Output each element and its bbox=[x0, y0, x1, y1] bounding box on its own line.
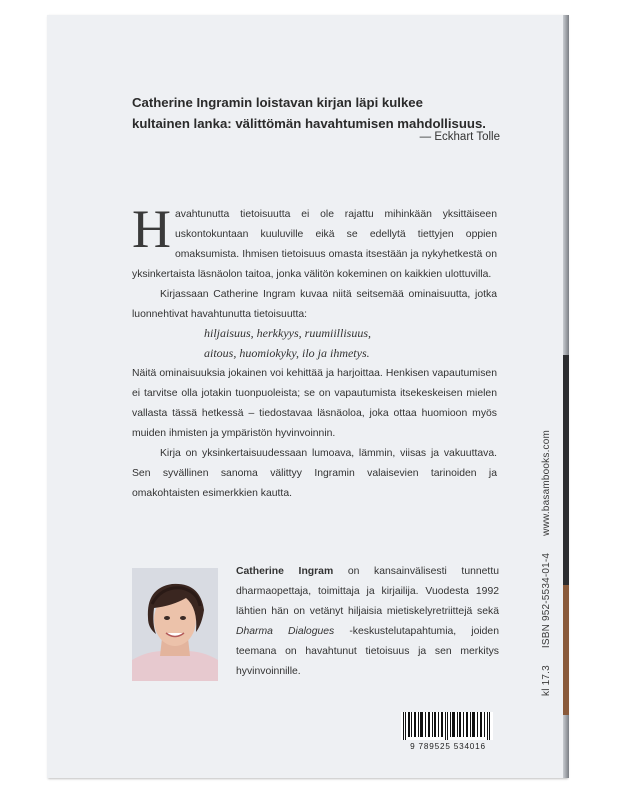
barcode bbox=[401, 712, 493, 740]
spine-brown-band bbox=[563, 585, 569, 715]
isbn: ISBN 952-5534-01-4 bbox=[541, 552, 552, 649]
classification-code: kl 17.3 bbox=[541, 665, 552, 696]
quote-line-2: kultainen lanka: välittömän havahtumisen mahdollisuus. bbox=[132, 116, 486, 131]
book-spine-edge bbox=[563, 15, 569, 778]
barcode-number: 9 789525 534016 bbox=[410, 742, 486, 751]
spine-dark-band bbox=[563, 355, 569, 585]
verse-line-1: hiljaisuus, herkkyys, ruumiillisuus, bbox=[204, 326, 371, 341]
paragraph-3: Näitä ominaisuuksia jokainen voi kehittää ja harjoittaa. Henkisen vapautumisen ei tarvitse olla jotakin tuonpuoleista; se on vapautumista itsekeskeisen mielen vallasta tässä hetkessä – tiedostavaa läsnäoloa, joka ottaa huomioon myös muiden ihmisten ja ympäristön hyvinvoinnin. bbox=[132, 368, 497, 439]
paragraph-2: Kirjassaan Catherine Ingram kuvaa niitä seitsemää ominaisuutta, jotka luonnehtivat havahtunutta tietoisuutta: bbox=[132, 288, 497, 320]
author-photo bbox=[132, 568, 218, 681]
drop-cap: H bbox=[132, 199, 171, 259]
author-bio: Catherine Ingram on kansainvälisesti tunnettu dharmaopettaja, toimittaja ja kirjailija. Vuodesta 1992 lähtien hän on vetänyt hiljaisia mietiskelyretriittejä sekä Dharma Dialogues -keskustelutapahtumia, joiden teemana on havahtunut tietoisuus ja sen merkitys hyvinvoinnille. bbox=[236, 566, 499, 677]
spine-print bbox=[541, 416, 552, 696]
description-text bbox=[132, 199, 497, 504]
verse-line-2: aitous, huomiokyky, ilo ja ihmetys. bbox=[204, 346, 370, 361]
paragraph-1: Havahtunutta tietoisuutta ei ole rajattu mihinkään yksittäiseen uskontokuntaan kuuluville eikä se edellytä tiettyjen oppien omaksumista. Ihmisen tietoisuus omasta itsestään ja nykyhetkestä on yksinkertaista läsnäolon taitoa, jonka välitön kokeminen on kaikkien ulottuvilla. bbox=[132, 199, 497, 280]
blurb-quote bbox=[132, 92, 522, 134]
publisher-url: www.basambooks.com bbox=[541, 429, 552, 536]
dharma-dialogues-title: Dharma Dialogues bbox=[236, 625, 335, 637]
quote-line-1: Catherine Ingramin loistavan kirjan läpi kulkee bbox=[132, 95, 423, 110]
quote-author: — Eckhart Tolle bbox=[419, 131, 500, 143]
author-name: Catherine Ingram bbox=[236, 566, 334, 577]
paragraph-4: Kirja on yksinkertaisuudessaan lumoava, lämmin, viisas ja vakuuttava. Sen syvällinen sanoma välittyy Ingramin valaisevien tarinoiden ja omakohtaisten esimerkkien kautta. bbox=[132, 447, 497, 499]
